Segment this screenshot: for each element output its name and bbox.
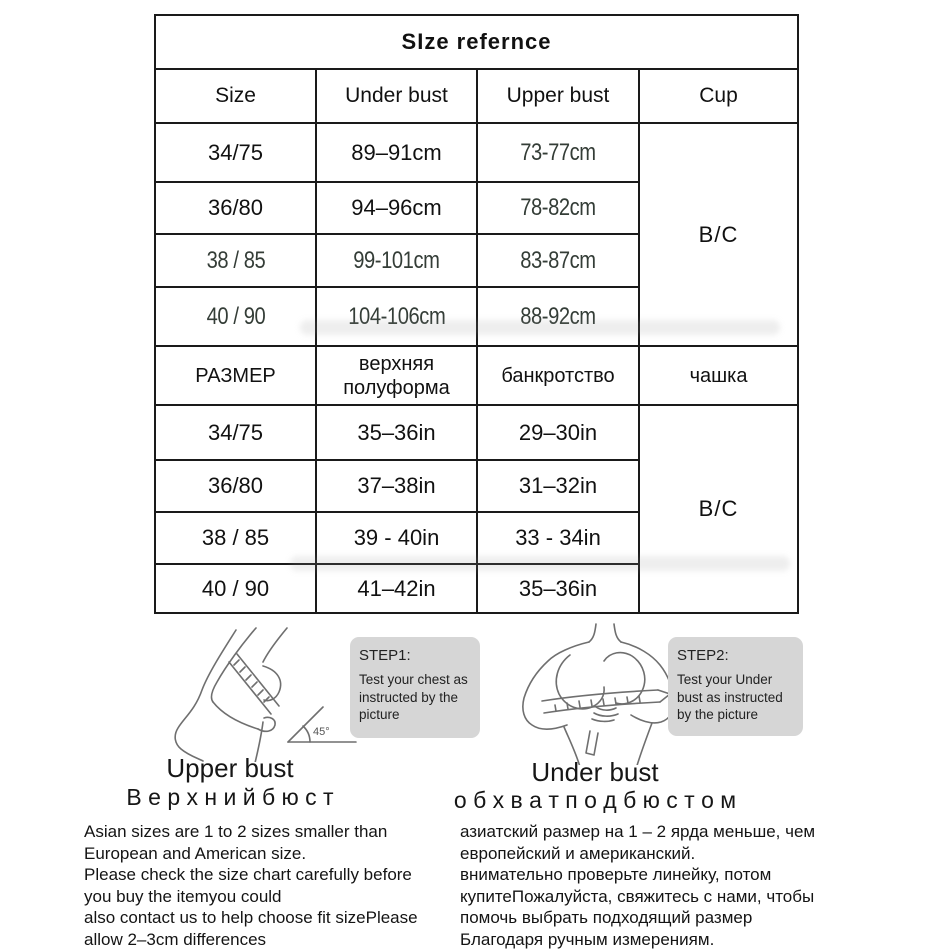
under-bust-cell: 89–91cm [316,123,477,182]
under-bust-cell: 94–96cm [316,182,477,234]
step1-label: STEP1: [359,647,411,664]
header-cup: Cup [639,69,798,123]
cup-cell-in: B/C [639,405,798,613]
upper-bust-value: 88-92cm [520,302,596,330]
step2-box [668,637,803,736]
upper-bust-cell [477,287,639,346]
under-bust-cell [316,287,477,346]
size-cell: 34/75 [155,123,316,182]
angle-arc [303,726,310,742]
note-line: внимательно проверьте линейку, потом [460,865,772,884]
upper-bust-cell: 29–30in [477,405,639,460]
measuring-tape-edge [544,702,660,713]
size-cell: 34/75 [155,405,316,460]
upper-bust-cell [477,123,639,182]
page-title: SIze refernce [155,15,798,69]
size-value: 40 / 90 [206,302,265,330]
note-line: Благодаря ручным измерениям. [460,929,715,949]
size-cell [155,287,316,346]
header-under-bust: Under bust [316,69,477,123]
under-bust-value: 99-101cm [353,246,440,274]
size-cell: 36/80 [155,460,316,512]
size-cell: 36/80 [155,182,316,234]
upper-bust-value: 73-77cm [520,138,596,166]
under-bust-cell: 41–42in [316,564,477,613]
header-bankrotstvo: банкротство [477,346,639,405]
header-upper-bust: Upper bust [477,69,639,123]
under-bust-cell [316,234,477,287]
note-line: азиатский размер на 1 – 2 ярда меньше, чем [460,822,816,841]
size-value: 38 / 85 [206,246,265,274]
note-line: европейский и американский. [460,843,696,863]
size-reference-table [154,14,799,614]
header-verhnyaya-poluforma: верхняя полуформа [316,346,477,405]
header-razmer: РАЗМЕР [155,346,316,405]
watermark-band [290,556,790,571]
table-row [155,123,798,182]
under-bust-caption-ru: о б х в а т п о д б ю с т о м [453,787,737,813]
note-line: you buy the itemyou could [84,886,282,906]
upper-bust-cell [477,182,639,234]
watermark-band [300,320,780,335]
size-cell: 40 / 90 [155,564,316,613]
cup-cell-cm: B/C [639,123,798,346]
size-cell [155,234,316,287]
angle-label: 45° [313,726,330,738]
note-line: Please check the size chart carefully before [84,865,412,884]
header-chashka: чашка [639,346,798,405]
note-line: allow 2–3cm differences [84,929,267,949]
note-line: also contact us to help choose fit sizePlease [84,908,418,927]
under-bust-cell: 37–38in [316,460,477,512]
under-bust-caption-en: Under bust [531,757,659,787]
under-bust-cell: 39 - 40in [316,512,477,564]
under-bust-value: 104-106cm [347,302,446,330]
notes-russian [460,821,910,950]
upper-bust-cell [477,234,639,287]
size-cell: 38 / 85 [155,512,316,564]
upper-bust-cell: 31–32in [477,460,639,512]
step2-text: Test your Under bust as instructed by the picture [677,672,783,722]
step1-box [350,637,480,738]
note-line: European and American size. [84,843,307,863]
upper-bust-figure [150,622,360,762]
upper-bust-value: 83-87cm [520,246,596,274]
upper-bust-value: 78-82cm [520,194,596,221]
note-line: купитеПожалуйста, свяжитесь с нами, чтобы [460,886,815,906]
note-line: Asian sizes are 1 to 2 sizes smaller than [84,822,388,841]
table-row [155,405,798,460]
upper-bust-cell: 33 - 34in [477,512,639,564]
upper-bust-caption-ru: В е р х н и й б ю с т [126,784,334,810]
upper-bust-caption-en: Upper bust [166,753,294,783]
step2-label: STEP2: [677,647,729,664]
header-size: Size [155,69,316,123]
upper-bust-cell: 35–36in [477,564,639,613]
note-line: помочь выбрать подходящий размер [460,908,753,927]
step1-text: Test your chest as instructed by the picture [359,672,468,722]
under-bust-cell: 35–36in [316,405,477,460]
notes-english [84,821,464,950]
